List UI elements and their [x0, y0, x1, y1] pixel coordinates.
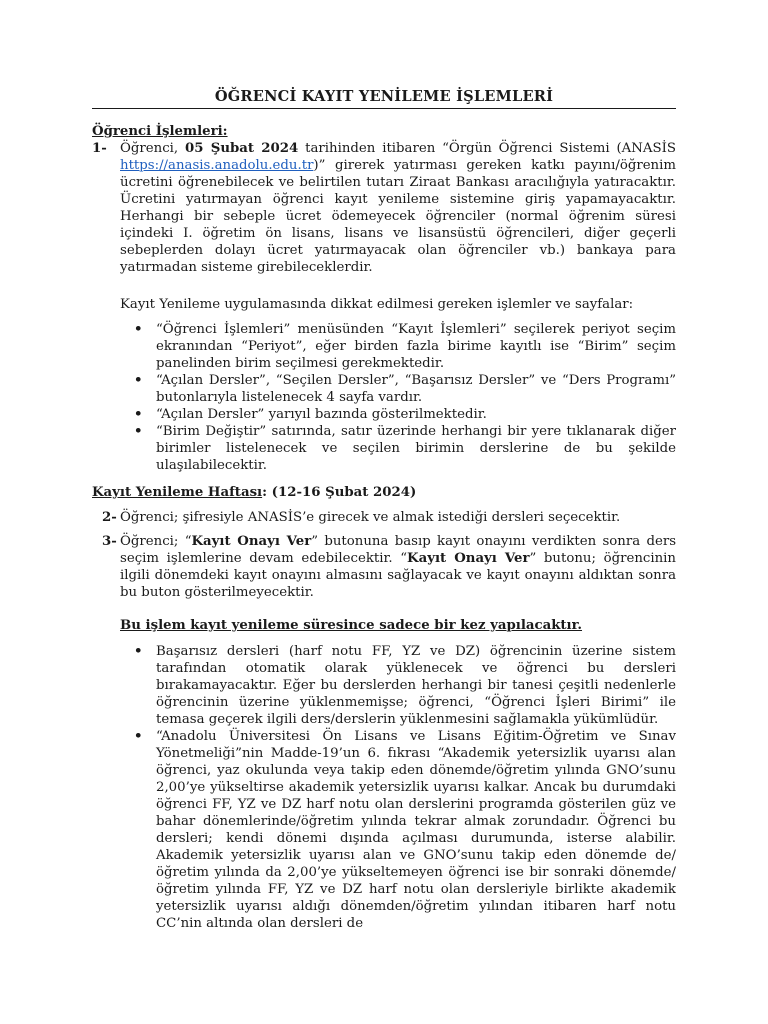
list-item [128, 406, 676, 423]
item-1-date: 05 Şubat 2024 [184, 141, 299, 156]
notice-once: Bu işlem kayıt yenileme süresince sadece bir kez yapılacaktır. [120, 618, 583, 633]
title-rule [92, 108, 676, 109]
bullet-icon: • [134, 729, 143, 744]
list-item-text: “Açılan Dersler”, “Seçilen Dersler”, “Başarısız Dersler” ve “Ders Programı” butonlarıyla listelenecek 4 sayfa vardır. [156, 373, 676, 405]
list-item [128, 372, 676, 406]
item-3-text-c: ” butonu; öğrencinin ilgili dönemdeki kayıt onayını almasını sağlayacak ve kayıt onayını aldıktan sonra bu buton gösterilmeyecektir. [120, 551, 676, 600]
item-3-number: 3- [102, 534, 117, 549]
bullet-icon: • [134, 322, 143, 337]
list-item [128, 321, 676, 372]
section-heading-ogrenci-islemleri: Öğrenci İşlemleri: [92, 124, 228, 139]
item-2-number: 2- [102, 510, 117, 525]
kayit-onayi-ver-label: Kayıt Onayı Ver [191, 534, 312, 549]
anasis-link[interactable]: https://anasis.anadolu.edu.tr [120, 158, 314, 173]
bullet-icon: • [134, 407, 143, 422]
list-item [128, 423, 676, 474]
item-1-text-a: Öğrenci, [120, 141, 185, 156]
item-1-number: 1- [92, 141, 107, 156]
list-item [128, 728, 676, 932]
rules-bullet-list [128, 643, 676, 932]
list-item-text: “Birim Değiştir” satırında, satır üzerinde herhangi bir yere tıklanarak diğer birimler listelenecek ve seçilen birimin derslerine de bu şekilde ulaşılabilecektir. [156, 424, 676, 473]
pages-bullet-list [128, 321, 676, 474]
kayit-haftasi-dates: : (12-16 Şubat 2024) [262, 485, 417, 500]
item-1-text [120, 140, 676, 276]
item-3-text [120, 533, 676, 601]
list-item-text: “Öğrenci İşlemleri” menüsünden “Kayıt İşlemleri” seçilerek periyot seçim ekranından “Periyot”, eğer birden fazla birime kayıtlı ise “Birim” seçim panelinden birim seçilmesi gerekmektedir. [156, 322, 676, 371]
bullet-icon: • [134, 424, 143, 439]
item-3-text-a: Öğrenci; “ [120, 534, 192, 549]
bullet-icon: • [134, 373, 143, 388]
item-2-text: Öğrenci; şifresiyle ANASİS’e girecek ve almak istediği dersleri seçecektir. [120, 510, 621, 525]
page-title: ÖĞRENCİ KAYIT YENİLEME İŞLEMLERİ [214, 88, 554, 105]
bullet-icon: • [134, 644, 143, 659]
section-heading-kayit-haftasi [92, 484, 416, 501]
list-item-text: “Anadolu Üniversitesi Ön Lisans ve Lisans Eğitim-Öğretim ve Sınav Yönetmeliği”nin Madde-19’un 6. fıkrası “Akademik yetersizlik uyarısı alan öğrenci, yaz okulunda veya takip eden dönemde/öğretim yılında GNO’sunu 2,00’ye yükseltirse akademik yetersizlik uyarısı kalkar. Ancak bu durumdaki öğrenci FF, YZ ve DZ harf notu olan derslerini programda gösterilen güz ve bahar dönemlerinde/öğretim yılında tekrar almak zorundadır. Öğrenci bu dersleri; kendi dönemi dışında açılması durumunda, isterse alabilir. Akademik yetersizlik uyarısı alan ve GNO’sunu takip eden dönemde de/öğretim yılında da 2,00’ye yükseltemeyen öğrenci ise bir sonraki dönemde/öğretim yılında FF, YZ ve DZ harf notu olan dersleriyle birlikte akademik yetersizlik uyarısı aldığı dönemden/öğretim yılından itibaren harf notu CC’nin altında olan dersleri de [156, 729, 676, 931]
list-item-text: “Açılan Dersler” yarıyıl bazında gösterilmektedir. [156, 407, 487, 422]
item-1-text-c: )” girerek yatırması gereken katkı payını/öğrenim ücretini öğrenebilecek ve belirtilen tutarı Ziraat Bankası aracılığıyla yatıracaktır. Ücretini yatırmayan öğrenci kayıt yenileme sistemine giriş yapamayacaktır. Herhangi bir sebeple ücret ödemeyecek öğrenciler (normal öğrenim süresi içindeki I. öğretim ön lisans, lisans ve lisansüstü öğrencileri, diğer geçerli sebeplerden dolayı ücret yatırmayacak olan öğrenciler vb.) bankaya para yatırmadan sisteme girebileceklerdir. [120, 158, 676, 275]
kayit-haftasi-label: Kayıt Yenileme Haftası [92, 485, 263, 500]
pages-intro: Kayıt Yenileme uygulamasında dikkat edilmesi gereken işlemler ve sayfalar: [120, 297, 634, 312]
item-1-text-b: tarihinden itibaren “Örgün Öğrenci Sistemi (ANASİS [298, 141, 676, 156]
item-3-text-b: ” butonuna basıp kayıt onayını verdikten sonra ders seçim işlemlerine devam edebilecektir. “ [120, 534, 677, 566]
kayit-onayi-ver-label-2: Kayıt Onayı Ver [407, 551, 530, 566]
list-item [128, 643, 676, 728]
list-item-text: Başarısız dersleri (harf notu FF, YZ ve DZ) öğrencinin üzerine sistem tarafından otomatik olarak yüklenecek ve öğrenci bu dersleri bırakamayacaktır. Eğer bu derslerden herhangi bir tanesi çeşitli nedenlerle öğrencinin üzerine yüklenmemişse; öğrenci, “Öğrenci İşleri Birimi” ile temasa geçerek ilgili ders/derslerin yüklenmesini sağlamakla yükümlüdür. [156, 644, 676, 727]
